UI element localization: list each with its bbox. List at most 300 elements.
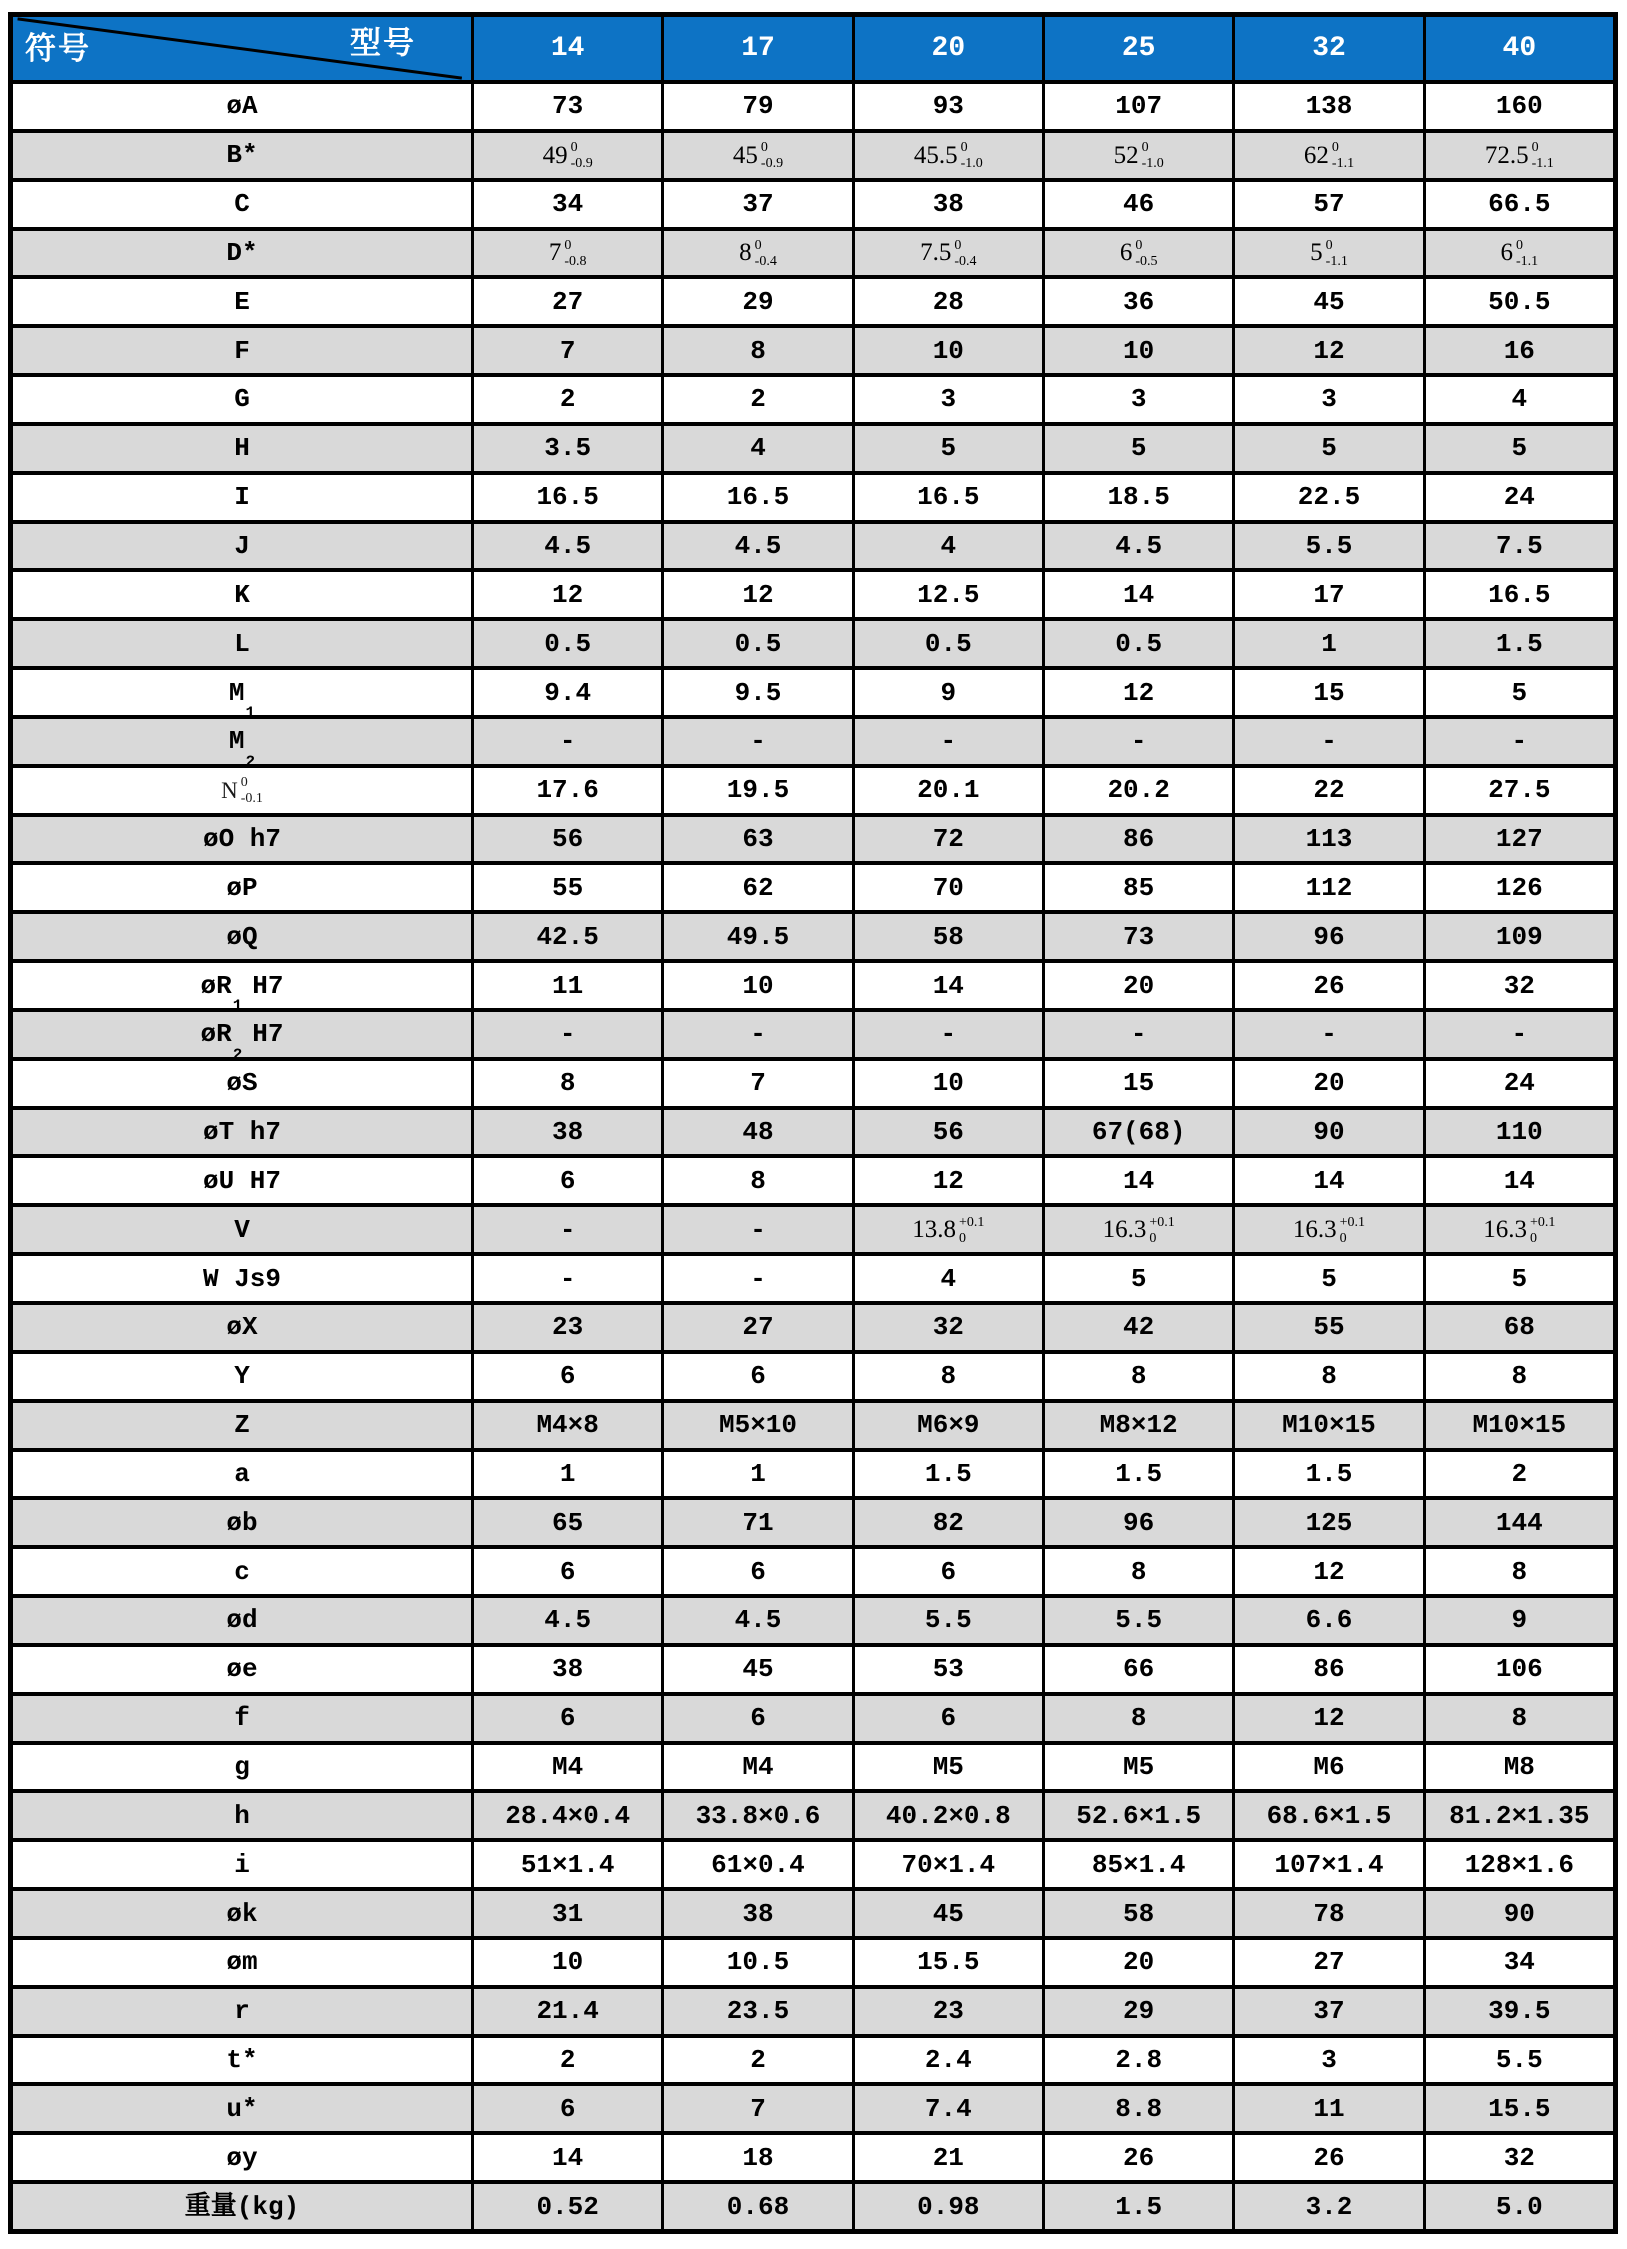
value-text: - (1130, 726, 1147, 757)
row-label-text: i (234, 1849, 250, 1880)
value-text: 61×0.4 (711, 1849, 805, 1880)
value-text: 5.5 (1305, 530, 1353, 561)
value-text: 33.8×0.6 (695, 1800, 821, 1831)
row-label (13, 1647, 471, 1692)
table-cell (1235, 817, 1422, 862)
value-text: 2 (559, 384, 576, 415)
table-cell (1426, 2086, 1613, 2131)
row-label-text: t* (226, 2045, 258, 2076)
column-header-25: 25 (1045, 17, 1232, 80)
value-text: 78 (1313, 1898, 1345, 1929)
value-text: 2 (1511, 1458, 1528, 1489)
value-text: M4 (552, 1752, 584, 1782)
table-cell (1045, 1207, 1232, 1252)
row-label-text: N (221, 777, 238, 803)
table-cell (1426, 914, 1613, 959)
value-text: 5.5 (924, 1605, 972, 1636)
table-cell (664, 182, 851, 227)
table-cell (1426, 817, 1613, 862)
value-text: 12 (552, 579, 584, 610)
value-text: 3.2 (1305, 2191, 1353, 2222)
table-cell (1426, 768, 1613, 813)
table-cell (664, 670, 851, 715)
value-text: 34 (1503, 1947, 1535, 1978)
table-cell (1235, 914, 1422, 959)
value-text: 81.2×1.35 (1449, 1800, 1590, 1831)
value-text: 127 (1495, 824, 1543, 855)
tolerance-lower: 0 (958, 1230, 966, 1246)
value-text: 7.5 (1495, 530, 1543, 561)
value-text: 160 (1495, 91, 1543, 122)
table-cell (855, 524, 1042, 569)
row-label (13, 1989, 471, 2034)
value-text: 96 (1313, 921, 1345, 952)
table-cell (474, 1696, 661, 1741)
table-cell (855, 1696, 1042, 1741)
table-cell (1426, 1110, 1613, 1155)
value-text: 4.5 (544, 530, 592, 561)
table-cell (1045, 1403, 1232, 1448)
table-cell (474, 1354, 661, 1399)
table-cell (1426, 1012, 1613, 1057)
table-cell (1045, 2135, 1232, 2180)
value-text: 21 (932, 2142, 964, 2173)
table-cell (1426, 865, 1613, 910)
value-text: 112 (1305, 872, 1353, 903)
value-text: 26 (1313, 2142, 1345, 2173)
value-text: 14 (1313, 1165, 1345, 1196)
model-axis-label: 型号 (350, 25, 417, 61)
value-text: 52 (1113, 141, 1139, 169)
row-label (13, 328, 471, 373)
tolerance-lower: -1.0 (960, 156, 983, 172)
value-text: 12 (742, 579, 774, 610)
table-cell (855, 865, 1042, 910)
table-cell (1045, 475, 1232, 520)
table-cell (1045, 1940, 1232, 1985)
value-text: 37 (742, 189, 774, 220)
value-text: 18.5 (1107, 482, 1170, 513)
value-text: 6.6 (1305, 1605, 1353, 1636)
value-text: 0.52 (536, 2191, 599, 2222)
table-cell (474, 1891, 661, 1936)
value-text: 23.5 (726, 1996, 790, 2027)
value-text: 86 (1313, 1654, 1345, 1685)
table-cell (855, 1110, 1042, 1155)
row-label-text: øb (226, 1507, 258, 1538)
row-label (13, 865, 471, 910)
tolerance-stack (1530, 1215, 1555, 1247)
value-text: 107×1.4 (1274, 1849, 1384, 1880)
row-label-text: h (234, 1800, 250, 1831)
value-text: 144 (1495, 1507, 1543, 1538)
table-cell (855, 1403, 1042, 1448)
tolerance-lower: -0.9 (760, 156, 784, 172)
table-cell (1426, 1647, 1613, 1692)
value-text: 3.5 (544, 433, 592, 464)
row-label-text: F (234, 335, 250, 366)
value-text: 12 (1123, 677, 1155, 708)
table-cell (474, 1110, 661, 1155)
table-cell (664, 1061, 851, 1106)
value-text: 4 (750, 433, 766, 464)
value-text: 113 (1305, 824, 1353, 855)
value-text: 8 (1321, 1361, 1337, 1392)
table-cell (1235, 1598, 1422, 1643)
row-label-text: øO h7 (202, 824, 281, 855)
table-cell (664, 1500, 851, 1545)
value-text: - (559, 1214, 576, 1245)
tolerance-stack (1326, 238, 1348, 270)
value-text: 1 (750, 1458, 766, 1489)
row-label (13, 1891, 471, 1936)
value-text: 14 (1503, 1165, 1535, 1196)
header-corner-cell (13, 17, 471, 80)
value-text: 48 (742, 1117, 774, 1148)
tolerance-stack (1532, 140, 1554, 172)
value-text: 34 (552, 189, 584, 220)
table-cell (664, 524, 851, 569)
table-cell (664, 1989, 851, 2034)
row-label-text: øk (226, 1898, 258, 1929)
value-text: 20 (1123, 1947, 1155, 1978)
value-text: 4.5 (1115, 530, 1163, 561)
row-label (13, 2135, 471, 2180)
table-cell (1426, 1940, 1613, 1985)
tolerance-upper: 0 (754, 237, 762, 253)
table-cell (855, 1793, 1042, 1838)
value-text: 6 (1500, 239, 1513, 267)
table-cell (1426, 1207, 1613, 1252)
value-text: 8 (1130, 1703, 1147, 1734)
table-cell (1235, 1207, 1422, 1252)
value-text: 66 (1123, 1654, 1155, 1685)
tolerance-lower: -1.1 (1515, 253, 1539, 269)
table-cell (1235, 84, 1422, 129)
value-text: 38 (552, 1654, 584, 1685)
table-cell (855, 719, 1042, 764)
value-text: 5 (1310, 239, 1323, 267)
row-label (13, 1207, 471, 1252)
row-label (13, 1745, 471, 1790)
table-cell (474, 133, 661, 178)
table-cell (474, 426, 661, 471)
value-text: 73 (552, 91, 584, 122)
table-cell (1426, 1354, 1613, 1399)
table-cell (1426, 1989, 1613, 2034)
value-text: 9 (940, 677, 957, 708)
value-text: 50.5 (1488, 286, 1551, 317)
table-cell (1235, 1110, 1422, 1155)
table-cell (474, 377, 661, 422)
value-text: M4×8 (536, 1410, 599, 1441)
table-cell (664, 1891, 851, 1936)
row-label-text: a (234, 1458, 250, 1489)
table-cell (474, 1598, 661, 1643)
table-cell (855, 1647, 1042, 1692)
table-cell (664, 231, 851, 276)
value-text: 2.8 (1115, 2045, 1163, 2076)
table-cell (664, 817, 851, 862)
value-text: 23 (932, 1996, 964, 2027)
table-cell (1045, 1354, 1232, 1399)
table-cell (664, 377, 851, 422)
value-text: - (559, 726, 576, 757)
table-cell (855, 2135, 1042, 2180)
row-label (13, 231, 471, 276)
value-text: - (559, 1263, 576, 1294)
value-text: - (1130, 1019, 1147, 1050)
value-text: M4 (742, 1752, 774, 1782)
column-header-20: 20 (855, 17, 1042, 80)
table-cell (1426, 1500, 1613, 1545)
tolerance-stack (1332, 140, 1354, 172)
value-text: 8 (1511, 1361, 1528, 1392)
value-text: 17.6 (536, 775, 599, 806)
table-cell (474, 1549, 661, 1594)
table-cell (1426, 963, 1613, 1008)
value-text: 62 (742, 872, 774, 903)
value-text: 126 (1495, 872, 1543, 903)
value-text: 107 (1115, 91, 1163, 122)
table-cell (1235, 572, 1422, 617)
value-text: 55 (1313, 1312, 1345, 1343)
value-text: 26 (1313, 970, 1345, 1001)
value-text: 20.1 (917, 775, 980, 806)
value-text: 27 (552, 286, 584, 317)
table-cell (1235, 963, 1422, 1008)
table-cell (855, 1500, 1042, 1545)
value-text: 16 (1503, 335, 1535, 366)
table-cell (1045, 1598, 1232, 1643)
value-text: 10 (552, 1947, 584, 1978)
value-text: 5.0 (1495, 2191, 1543, 2222)
value-text: 6 (559, 1703, 576, 1734)
value-text: - (750, 726, 766, 757)
tolerance-lower: 0 (1529, 1230, 1537, 1246)
value-text: 6 (559, 2093, 576, 2124)
value-text: 68 (1503, 1312, 1535, 1343)
table-cell (855, 1256, 1042, 1301)
table-cell (1235, 719, 1422, 764)
row-label (13, 133, 471, 178)
table-cell (474, 817, 661, 862)
table-cell (664, 475, 851, 520)
table-cell (474, 1842, 661, 1887)
value-text: 49 (542, 141, 568, 169)
value-text: 5.5 (1115, 1605, 1163, 1636)
row-label-text: øR (200, 970, 232, 1001)
value-text: 45 (932, 1898, 964, 1929)
table-cell (1235, 1891, 1422, 1936)
tolerance-lower: -0.1 (240, 791, 263, 807)
table-cell (474, 621, 661, 666)
table-cell (855, 1940, 1042, 1985)
table-cell (855, 1989, 1042, 2034)
table-cell (855, 328, 1042, 373)
row-label-text: W Js9 (202, 1263, 281, 1294)
table-cell (1426, 1061, 1613, 1106)
table-cell (1235, 1061, 1422, 1106)
tolerance-upper: +0.1 (958, 1214, 985, 1230)
value-text: 12 (1313, 1703, 1345, 1734)
row-label-text: øT h7 (202, 1117, 281, 1148)
table-cell (1045, 572, 1232, 617)
table-cell (1235, 1940, 1422, 1985)
tolerance-stack (961, 140, 983, 172)
table-cell (855, 231, 1042, 276)
value-text: 20.2 (1107, 775, 1170, 806)
row-label (13, 182, 471, 227)
table-cell (474, 328, 661, 373)
table-cell (855, 1354, 1042, 1399)
value-text: 29 (1123, 1996, 1155, 2027)
table-cell (855, 2184, 1042, 2229)
table-cell (474, 1452, 661, 1497)
table-cell (1426, 670, 1613, 715)
table-cell (1235, 1696, 1422, 1741)
value-text: 1.5 (924, 1458, 972, 1489)
table-cell (1045, 133, 1232, 178)
table-cell (1235, 1500, 1422, 1545)
table-cell (855, 1158, 1042, 1203)
table-cell (664, 1745, 851, 1790)
row-label-subscript: 2 (245, 752, 256, 771)
row-label-text: L (234, 628, 250, 659)
value-text: - (1511, 726, 1528, 757)
table-cell (1235, 1549, 1422, 1594)
value-text: 28.4×0.4 (505, 1800, 631, 1831)
row-label-text: B* (226, 140, 258, 171)
value-text: M6×9 (917, 1410, 980, 1441)
row-label (13, 1549, 471, 1594)
value-text: 7 (548, 239, 562, 267)
table-cell (1426, 475, 1613, 520)
table-cell (1045, 719, 1232, 764)
table-cell (474, 1305, 661, 1350)
table-cell (1235, 2086, 1422, 2131)
value-text: 6 (559, 1165, 576, 1196)
row-label-text: M (228, 726, 245, 757)
table-cell (1235, 377, 1422, 422)
table-cell (855, 572, 1042, 617)
value-text: 106 (1495, 1654, 1543, 1685)
table-cell (474, 1256, 661, 1301)
value-text: 2 (559, 2045, 576, 2076)
value-text: 36 (1123, 286, 1155, 317)
row-label (13, 426, 471, 471)
table-cell (1045, 1500, 1232, 1545)
table-cell (1426, 1793, 1613, 1838)
row-label-text: D* (226, 237, 258, 268)
value-text: 56 (932, 1117, 964, 1148)
value-text: 11 (1313, 2093, 1345, 2124)
table-cell (664, 1207, 851, 1252)
value-text: 5 (1130, 433, 1147, 464)
value-text: 5 (1511, 1263, 1528, 1294)
value-text: 40.2×0.8 (885, 1800, 1011, 1831)
tolerance-upper: 0 (1325, 237, 1333, 253)
value-text: 109 (1495, 921, 1543, 952)
value-text: 5.5 (1495, 2045, 1543, 2076)
table-cell (1045, 84, 1232, 129)
value-text: 52.6×1.5 (1076, 1800, 1202, 1831)
value-text: 1 (1321, 628, 1337, 659)
value-text: 3 (1321, 2045, 1337, 2076)
value-text: - (750, 1214, 766, 1245)
table-cell (855, 670, 1042, 715)
table-cell (1235, 328, 1422, 373)
value-text: M6 (1313, 1752, 1345, 1782)
value-text: M8 (1503, 1752, 1535, 1782)
value-text: 39.5 (1488, 1996, 1551, 2027)
table-cell (474, 182, 661, 227)
table-cell (1045, 1012, 1232, 1057)
value-text: - (750, 1019, 766, 1050)
value-text: 70 (932, 872, 964, 903)
value-text: 0.98 (917, 2191, 980, 2222)
table-cell (855, 768, 1042, 813)
tolerance-upper: 0 (240, 775, 248, 791)
value-text: 90 (1313, 1117, 1345, 1148)
table-cell (664, 279, 851, 324)
tolerance-stack (954, 238, 976, 270)
table-cell (855, 1549, 1042, 1594)
row-label-subscript: 1 (245, 703, 256, 722)
table-cell (1426, 1256, 1613, 1301)
table-cell (1045, 1452, 1232, 1497)
tolerance-upper: 0 (1331, 140, 1339, 156)
value-text: 1 (559, 1458, 576, 1489)
value-text: 63 (742, 824, 774, 855)
value-text: 13.8 (912, 1216, 956, 1244)
table-cell (1235, 865, 1422, 910)
row-label-text: øR (200, 1019, 232, 1050)
row-label (13, 1842, 471, 1887)
value-text: 96 (1123, 1507, 1155, 1538)
table-cell (474, 1158, 661, 1203)
value-text: - (1321, 1019, 1337, 1050)
tolerance-upper: 0 (1141, 140, 1149, 156)
value-text: 16.5 (1488, 579, 1551, 610)
table-cell (664, 1110, 851, 1155)
tolerance-upper: 0 (1515, 237, 1523, 253)
value-text: 4 (940, 1263, 957, 1294)
spec-table (8, 12, 1618, 2234)
table-cell (664, 572, 851, 617)
tolerance-lower: 0 (1339, 1230, 1347, 1246)
table-cell (1045, 1842, 1232, 1887)
value-text: 11 (552, 970, 584, 1001)
value-text: 46 (1123, 189, 1155, 220)
row-label (13, 670, 471, 722)
row-label-text: 重量(kg) (184, 2191, 300, 2222)
table-cell (1426, 1696, 1613, 1741)
value-text: 138 (1305, 91, 1353, 122)
table-cell (664, 1842, 851, 1887)
table-cell (1045, 1110, 1232, 1155)
table-cell (474, 231, 661, 276)
row-label (13, 475, 471, 520)
row-label-text: r (234, 1996, 250, 2027)
value-text: 38 (552, 1117, 584, 1148)
row-label (13, 1110, 471, 1155)
row-label (13, 1061, 471, 1106)
table-cell (1235, 1403, 1422, 1448)
value-text: M8×12 (1099, 1410, 1178, 1441)
value-text: 0.5 (544, 628, 592, 659)
value-text: 8 (1130, 1361, 1147, 1392)
